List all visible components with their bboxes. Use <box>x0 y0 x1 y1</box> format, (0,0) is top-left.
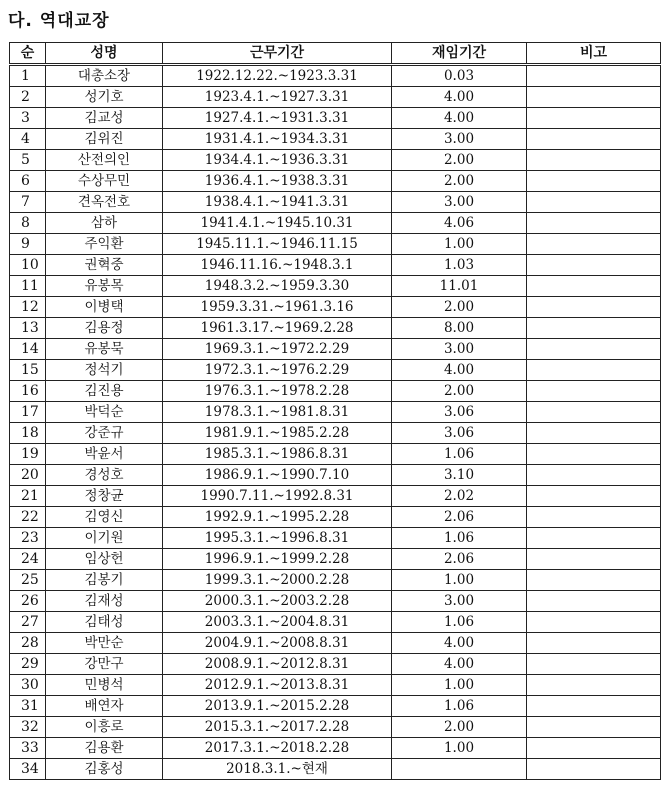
tenure-cell: 1.06 <box>392 444 527 465</box>
tenure-cell: 4.00 <box>392 633 527 654</box>
tenure-cell: 4.00 <box>392 360 527 381</box>
tenure-cell: 1.06 <box>392 696 527 717</box>
table-row <box>10 171 661 192</box>
tenure-cell: 3.00 <box>392 192 527 213</box>
table-row <box>10 696 661 717</box>
service-period-cell: 1934.4.1.~1936.3.31 <box>163 150 392 171</box>
table-row <box>10 234 661 255</box>
table-row <box>10 717 661 738</box>
row-number-cell: 27 <box>10 612 46 633</box>
service-period-cell: 2003.3.1.~2004.8.31 <box>163 612 392 633</box>
tenure-cell: 3.06 <box>392 402 527 423</box>
table-row <box>10 465 661 486</box>
service-period-cell: 2015.3.1.~2017.2.28 <box>163 717 392 738</box>
service-period-cell: 1961.3.17.~1969.2.28 <box>163 318 392 339</box>
table-row <box>10 486 661 507</box>
row-number-cell: 4 <box>10 129 46 150</box>
note-cell <box>527 65 661 87</box>
note-cell <box>527 297 661 318</box>
principal-name-cell: 김진용 <box>46 381 163 402</box>
tenure-cell: 3.00 <box>392 591 527 612</box>
note-cell <box>527 528 661 549</box>
principal-name-cell: 정창균 <box>46 486 163 507</box>
note-cell <box>527 570 661 591</box>
note-cell <box>527 612 661 633</box>
principal-name-cell: 권혁중 <box>46 255 163 276</box>
tenure-cell: 2.00 <box>392 717 527 738</box>
table-row <box>10 612 661 633</box>
note-cell <box>527 549 661 570</box>
row-number-cell: 6 <box>10 171 46 192</box>
header-note: 비고 <box>527 43 661 65</box>
principal-name-cell: 이기원 <box>46 528 163 549</box>
service-period-cell: 1938.4.1.~1941.3.31 <box>163 192 392 213</box>
note-cell <box>527 150 661 171</box>
table-row <box>10 108 661 129</box>
note-cell <box>527 717 661 738</box>
header-period: 근무기간 <box>163 43 392 65</box>
row-number-cell: 3 <box>10 108 46 129</box>
row-number-cell: 9 <box>10 234 46 255</box>
service-period-cell: 1996.9.1.~1999.2.28 <box>163 549 392 570</box>
tenure-cell: 1.00 <box>392 675 527 696</box>
service-period-cell: 1981.9.1.~1985.2.28 <box>163 423 392 444</box>
principal-name-cell: 강준규 <box>46 423 163 444</box>
note-cell <box>527 318 661 339</box>
table-row <box>10 423 661 444</box>
principal-name-cell: 주익환 <box>46 234 163 255</box>
row-number-cell: 34 <box>10 759 46 780</box>
service-period-cell: 2013.9.1.~2015.2.28 <box>163 696 392 717</box>
service-period-cell: 2018.3.1.~현재 <box>163 759 392 780</box>
principal-name-cell: 정석기 <box>46 360 163 381</box>
row-number-cell: 21 <box>10 486 46 507</box>
principal-name-cell: 김홍성 <box>46 759 163 780</box>
row-number-cell: 30 <box>10 675 46 696</box>
row-number-cell: 19 <box>10 444 46 465</box>
service-period-cell: 2017.3.1.~2018.2.28 <box>163 738 392 759</box>
tenure-cell: 4.06 <box>392 213 527 234</box>
row-number-cell: 7 <box>10 192 46 213</box>
row-number-cell: 16 <box>10 381 46 402</box>
tenure-cell: 2.06 <box>392 549 527 570</box>
table-row <box>10 507 661 528</box>
row-number-cell: 18 <box>10 423 46 444</box>
tenure-cell: 2.00 <box>392 297 527 318</box>
table-row <box>10 570 661 591</box>
note-cell <box>527 444 661 465</box>
row-number-cell: 13 <box>10 318 46 339</box>
principal-name-cell: 박덕순 <box>46 402 163 423</box>
service-period-cell: 1945.11.1.~1946.11.15 <box>163 234 392 255</box>
table-row <box>10 360 661 381</box>
header-row <box>10 43 661 65</box>
table-row <box>10 339 661 360</box>
table-row <box>10 213 661 234</box>
service-period-cell: 2008.9.1.~2012.8.31 <box>163 654 392 675</box>
service-period-cell: 1946.11.16.~1948.3.1 <box>163 255 392 276</box>
tenure-cell: 2.00 <box>392 171 527 192</box>
section-title: 다. 역대교장 <box>8 11 110 31</box>
service-period-cell: 1999.3.1.~2000.2.28 <box>163 570 392 591</box>
tenure-cell: 1.06 <box>392 612 527 633</box>
principal-name-cell: 김용환 <box>46 738 163 759</box>
tenure-cell: 1.00 <box>392 234 527 255</box>
tenure-cell: 11.01 <box>392 276 527 297</box>
note-cell <box>527 465 661 486</box>
principal-name-cell: 성기호 <box>46 87 163 108</box>
tenure-cell: 1.03 <box>392 255 527 276</box>
principal-name-cell: 유봉목 <box>46 276 163 297</box>
row-number-cell: 24 <box>10 549 46 570</box>
row-number-cell: 1 <box>10 65 46 87</box>
note-cell <box>527 255 661 276</box>
service-period-cell: 1927.4.1.~1931.3.31 <box>163 108 392 129</box>
row-number-cell: 2 <box>10 87 46 108</box>
note-cell <box>527 108 661 129</box>
row-number-cell: 17 <box>10 402 46 423</box>
table-row <box>10 65 661 87</box>
table-row <box>10 192 661 213</box>
row-number-cell: 33 <box>10 738 46 759</box>
principal-name-cell: 수상무민 <box>46 171 163 192</box>
service-period-cell: 1959.3.31.~1961.3.16 <box>163 297 392 318</box>
principal-name-cell: 이병택 <box>46 297 163 318</box>
principal-name-cell: 김태성 <box>46 612 163 633</box>
note-cell <box>527 738 661 759</box>
principal-name-cell: 견옥전호 <box>46 192 163 213</box>
row-number-cell: 31 <box>10 696 46 717</box>
row-number-cell: 12 <box>10 297 46 318</box>
note-cell <box>527 381 661 402</box>
note-cell <box>527 675 661 696</box>
row-number-cell: 11 <box>10 276 46 297</box>
table-row <box>10 444 661 465</box>
service-period-cell: 2004.9.1.~2008.8.31 <box>163 633 392 654</box>
service-period-cell: 1976.3.1.~1978.2.28 <box>163 381 392 402</box>
table-row <box>10 381 661 402</box>
tenure-cell: 3.00 <box>392 129 527 150</box>
principal-name-cell: 김용정 <box>46 318 163 339</box>
tenure-cell: 8.00 <box>392 318 527 339</box>
note-cell <box>527 339 661 360</box>
principal-name-cell: 임상헌 <box>46 549 163 570</box>
service-period-cell: 1941.4.1.~1945.10.31 <box>163 213 392 234</box>
header-name: 성명 <box>46 43 163 65</box>
service-period-cell: 1931.4.1.~1934.3.31 <box>163 129 392 150</box>
tenure-cell: 2.00 <box>392 381 527 402</box>
service-period-cell: 2012.9.1.~2013.8.31 <box>163 675 392 696</box>
tenure-cell: 1.06 <box>392 528 527 549</box>
note-cell <box>527 87 661 108</box>
principal-name-cell: 김재성 <box>46 591 163 612</box>
note-cell <box>527 234 661 255</box>
row-number-cell: 32 <box>10 717 46 738</box>
table-row <box>10 738 661 759</box>
service-period-cell: 1990.7.11.~1992.8.31 <box>163 486 392 507</box>
principal-name-cell: 배연자 <box>46 696 163 717</box>
note-cell <box>527 591 661 612</box>
tenure-cell: 3.00 <box>392 339 527 360</box>
tenure-cell: 4.00 <box>392 87 527 108</box>
table-row <box>10 633 661 654</box>
note-cell <box>527 423 661 444</box>
header-tenure: 재임기간 <box>392 43 527 65</box>
tenure-cell: 0.03 <box>392 65 527 87</box>
note-cell <box>527 276 661 297</box>
table-row <box>10 255 661 276</box>
note-cell <box>527 654 661 675</box>
service-period-cell: 2000.3.1.~2003.2.28 <box>163 591 392 612</box>
tenure-cell: 3.10 <box>392 465 527 486</box>
row-number-cell: 10 <box>10 255 46 276</box>
table-row <box>10 759 661 780</box>
principal-name-cell: 김영신 <box>46 507 163 528</box>
tenure-cell: 1.00 <box>392 738 527 759</box>
tenure-cell: 4.00 <box>392 108 527 129</box>
service-period-cell: 1992.9.1.~1995.2.28 <box>163 507 392 528</box>
note-cell <box>527 129 661 150</box>
note-cell <box>527 171 661 192</box>
service-period-cell: 1923.4.1.~1927.3.31 <box>163 87 392 108</box>
row-number-cell: 15 <box>10 360 46 381</box>
table-row <box>10 276 661 297</box>
table-row <box>10 318 661 339</box>
service-period-cell: 1948.3.2.~1959.3.30 <box>163 276 392 297</box>
principal-name-cell: 박윤서 <box>46 444 163 465</box>
table-row <box>10 150 661 171</box>
service-period-cell: 1972.3.1.~1976.2.29 <box>163 360 392 381</box>
service-period-cell: 1936.4.1.~1938.3.31 <box>163 171 392 192</box>
principal-name-cell: 강만구 <box>46 654 163 675</box>
tenure-cell: 3.06 <box>392 423 527 444</box>
row-number-cell: 28 <box>10 633 46 654</box>
header-no: 순 <box>10 43 46 65</box>
row-number-cell: 26 <box>10 591 46 612</box>
table-row <box>10 129 661 150</box>
principal-name-cell: 대총소장 <box>46 65 163 87</box>
principal-name-cell: 경성호 <box>46 465 163 486</box>
principal-name-cell: 산전의인 <box>46 150 163 171</box>
service-period-cell: 1969.3.1.~1972.2.29 <box>163 339 392 360</box>
note-cell <box>527 213 661 234</box>
tenure-cell: 2.02 <box>392 486 527 507</box>
row-number-cell: 20 <box>10 465 46 486</box>
principals-table <box>9 42 661 780</box>
table-row <box>10 591 661 612</box>
tenure-cell: 2.00 <box>392 150 527 171</box>
table-row <box>10 87 661 108</box>
note-cell <box>527 486 661 507</box>
row-number-cell: 8 <box>10 213 46 234</box>
service-period-cell: 1986.9.1.~1990.7.10 <box>163 465 392 486</box>
tenure-cell: 1.00 <box>392 570 527 591</box>
principal-name-cell: 김교성 <box>46 108 163 129</box>
note-cell <box>527 696 661 717</box>
principal-name-cell: 김위진 <box>46 129 163 150</box>
note-cell <box>527 402 661 423</box>
row-number-cell: 23 <box>10 528 46 549</box>
row-number-cell: 22 <box>10 507 46 528</box>
tenure-cell <box>392 759 527 780</box>
table-row <box>10 528 661 549</box>
table-row <box>10 675 661 696</box>
table-row <box>10 402 661 423</box>
row-number-cell: 29 <box>10 654 46 675</box>
principal-name-cell: 김봉기 <box>46 570 163 591</box>
row-number-cell: 5 <box>10 150 46 171</box>
service-period-cell: 1995.3.1.~1996.8.31 <box>163 528 392 549</box>
service-period-cell: 1922.12.22.~1923.3.31 <box>163 65 392 87</box>
note-cell <box>527 192 661 213</box>
principal-name-cell: 이흥로 <box>46 717 163 738</box>
service-period-cell: 1978.3.1.~1981.8.31 <box>163 402 392 423</box>
table-row <box>10 297 661 318</box>
table-row <box>10 654 661 675</box>
note-cell <box>527 507 661 528</box>
principal-name-cell: 삼하 <box>46 213 163 234</box>
principal-name-cell: 유봉묵 <box>46 339 163 360</box>
principal-name-cell: 박만순 <box>46 633 163 654</box>
tenure-cell: 4.00 <box>392 654 527 675</box>
row-number-cell: 25 <box>10 570 46 591</box>
tenure-cell: 2.06 <box>392 507 527 528</box>
service-period-cell: 1985.3.1.~1986.8.31 <box>163 444 392 465</box>
note-cell <box>527 759 661 780</box>
table-body <box>10 65 661 780</box>
table-row <box>10 549 661 570</box>
row-number-cell: 14 <box>10 339 46 360</box>
note-cell <box>527 360 661 381</box>
note-cell <box>527 633 661 654</box>
principal-name-cell: 민병석 <box>46 675 163 696</box>
